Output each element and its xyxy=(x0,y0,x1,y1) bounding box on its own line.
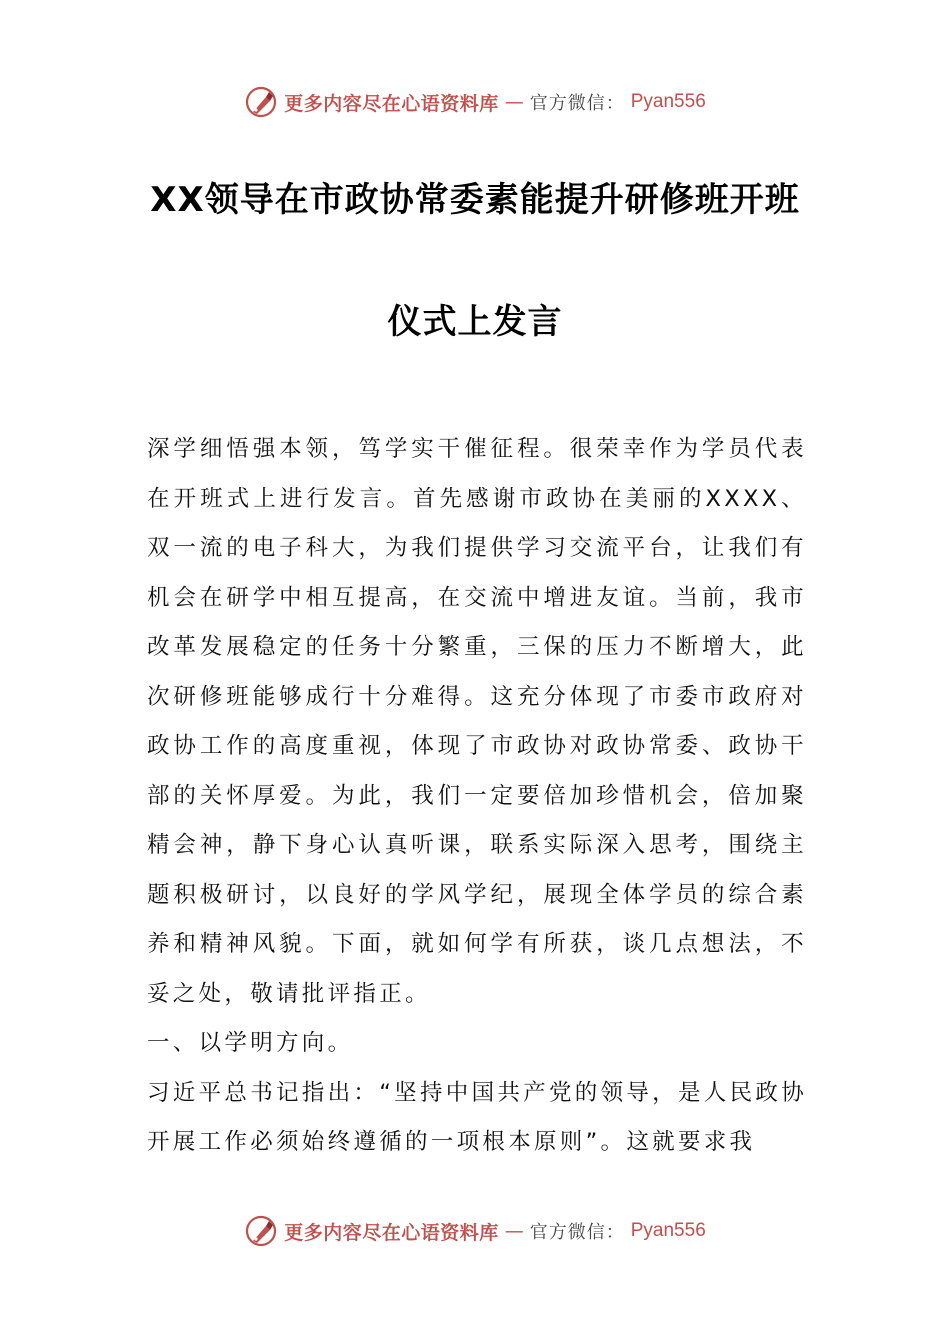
watermark-wechat-label: 官方微信： xyxy=(529,1222,625,1243)
watermark-main-text: 更多内容尽在心语资料库 xyxy=(284,92,499,115)
watermark-dash: — xyxy=(504,1220,524,1242)
watermark-wechat-id: Pyan556 xyxy=(630,91,706,112)
body-paragraph-quote: 习近平总书记指出：“坚持中国共产党的领导，是人民政协开展工作必须始终遵循的一项根本原则”。这就要求我 xyxy=(147,1079,807,1155)
watermark-wechat-label: 官方微信： xyxy=(529,93,625,114)
body-paragraph-intro: 深学细悟强本领，笃学实干催征程。很荣幸作为学员代表在开班式上进行发言。首先感谢市政协在美丽的XXXX、双一流的电子科大，为我们提供学习交流平台，让我们有机会在研学中相互提高，在交流中增进友谊。当前，我市改革发展稳定的任务十分繁重，三保的压力不断增大，此次研修班能够成行十分难得。这充分体现了市委市政府对政协工作的高度重视，体现了市政协对政协常委、政协干部的关怀厚爱。为此，我们一定要倍加珍惜机会，倍加聚精会神，静下身心认真听课，联系实际深入思考，围绕主题积极研讨，以良好的学风学纪，展现全体学员的综合素养和精神风貌。下面，就如何学有所获，谈几点想法，不妥之处，敬请批评指正。 xyxy=(147,436,807,1007)
pen-nib-logo-icon xyxy=(244,1214,278,1248)
watermark-wechat-id: Pyan556 xyxy=(630,1220,706,1241)
document-title-line-1: XX领导在市政协常委素能提升研修班开班 xyxy=(150,180,800,220)
body-section-heading: 一、以学明方向。 xyxy=(147,1030,354,1056)
pen-nib-logo-icon xyxy=(244,85,278,119)
watermark-main-text: 更多内容尽在心语资料库 xyxy=(284,1221,499,1244)
footer-watermark xyxy=(0,1211,950,1251)
document-body xyxy=(147,425,807,1168)
document-title-line-2: 仪式上发言 xyxy=(387,302,563,342)
header-watermark xyxy=(0,82,950,122)
watermark-dash: — xyxy=(504,91,524,113)
